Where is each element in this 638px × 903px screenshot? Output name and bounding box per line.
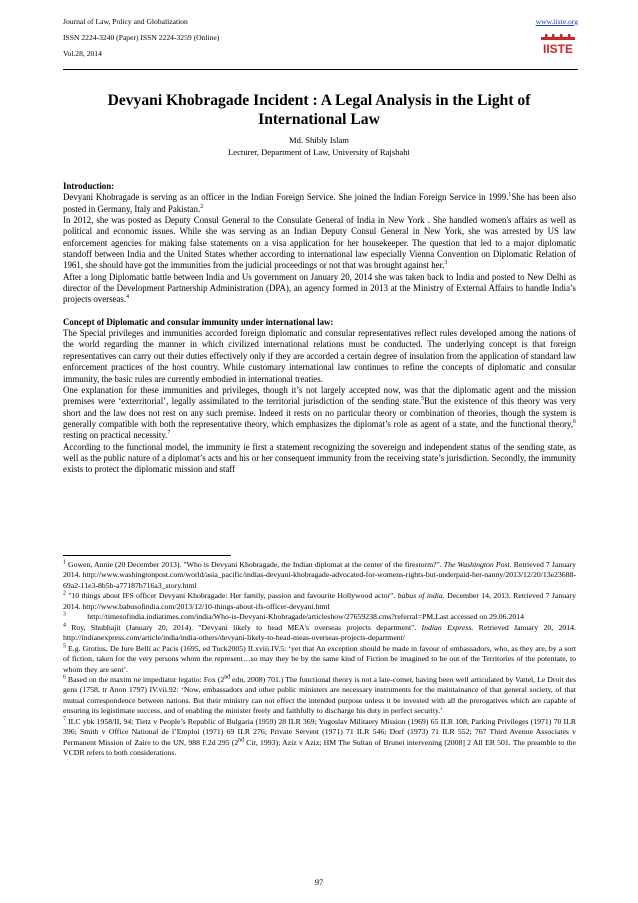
- footnotes: [63, 560, 576, 759]
- paragraph: In 2012, she was posted as Deputy Consul General to the Consulate General of India in New York . She handled women's affairs as well as political and economic issues. While she was serving as an Indian Deputy Consul General in New York, she was arrested by US law enforcement agencies for making false statements on a visa application for her housekeeper. The question that led to a major diplomatic standoff between India and the United States whether according to international law especially Vienna Convention on Diplomatic Relation of 1961, she should have got the immunities from the judicial proceedings or not that was brought against her.$^3$: [63, 215, 576, 271]
- journal-website-link[interactable]: www.iiste.org: [535, 17, 578, 26]
- footnote-ref: 4: [126, 294, 129, 301]
- author-affiliation: Lecturer, Department of Law, University of Rajshahi: [228, 147, 410, 157]
- paragraph: Devyani Khobragade is serving as an officer in the Indian Foreign Service. She joined the Indian Foreign Service in 1999.$^1$She has been also posted in Germany, Italy and Pakistan.$^2$: [63, 192, 577, 214]
- footnote: $^3$ http://timesofindia.indiatimes.com/india/Who-is-Devyani-Khobragade/articleshow/27659238.cms?referral=PM,Last accessed on 29.06.2014: [63, 611, 524, 622]
- paper-title: Devyani Khobragade Incident : A Legal Analysis in the Light of International Law: [107, 92, 531, 128]
- author-name: Md. Shibly Islam: [289, 135, 349, 145]
- footnote-ref: 7: [167, 430, 171, 437]
- author-block: [63, 134, 575, 158]
- footnote-ref: 5: [421, 396, 424, 403]
- footnote: $^6$ Based on the maxim ne impediatur legatio: Fox (2nd edn, 2008) 701.) The functional theory is not a late-comer, having been well articulated by Vattel, Le Droit des gens (1758, tr Anon 1797) IV.vii.92: ‘Now, embassadors and other public ministers are necessary instruments for the maintainance of that general society, of that mutual correspondence between nations. But their ministry can not effect the intended purpose unless it be invested with all the prerogatives which are capable of ensuring its legistimate success, and of enabling the minister freely and faithfully to discharge his duty in perfect security.’: [63, 674, 576, 716]
- paragraph: One explanation for these immunities and privileges, though it’s not largely accepted now, was that the diplomatic agent and the mission premises were ‘exterritorial’, legally assimilated to the territorial jurisdiction of the sending state.$^5$But the existence of this theory was very short and the law does not rest on any such premise. Indeed it rests on no particular theory or combination of theories, though the system is generally compatible with both the representative theory, which emphasizes the diplomat’s role as agent of a state, and the functional theory,$^6$ resting on practical necessity.$^7$: [63, 384, 576, 441]
- issn-line: ISSN 2224-3240 (Paper) ISSN 2224-3259 (Online): [63, 33, 220, 42]
- footnote-ref: 6: [573, 418, 576, 425]
- header-divider: [63, 69, 578, 70]
- section-heading-concept: Concept of Diplomatic and consular immunity under international law:: [63, 316, 334, 327]
- footnote-divider: [63, 555, 231, 556]
- footnote: $^4$ Roy, Shubhajit (January 20, 2014). "Devyani likely to head MEA's overseas projects department". Indian Express. Retrieved January 20, 2014. http://indianexpress.com/article/india/india-others/devyani-likely-to-head-meas-overseas-projects-department/: [63, 622, 576, 643]
- footnote-ref: 2: [200, 203, 204, 210]
- paragraph: According to the functional model, the immunity ie first a statement recognizing the sovereign and independent status of the sending state, as well as the public nature of a diplomat’s acts and his or her consequent immunity from the receiving state’s jurisdiction. Secondly, the immunity exists to protect the diplomatic mission and staff: [63, 441, 576, 475]
- section-heading-introduction: Introduction:: [63, 181, 115, 191]
- footnote: $^1$ Gowen, Annie (20 December 2013). "Who is Devyani Khobragade, the Indian diplomat at the center of the firestorm?". The Washington Post. Retrieved 7 January 2014. http://www.washingtonpost.com/world/asia_pacific/indias-devyani-khobragade-advocated-for-womens-rights-but-underpaid-her-nanny/2013/12/20/13e23688-69a2-11e3-8b5b-a77187b716a3_story.html: [63, 559, 576, 590]
- iiste-logo: [538, 34, 578, 55]
- footnote-ref: 3: [444, 260, 448, 267]
- logo-text: IISTE: [542, 42, 574, 55]
- journal-name: Journal of Law, Policy and Globalization: [63, 17, 188, 26]
- footnote: $^5$ E.g. Grotius, De Iure Belli ac Pacis (1695, ed Tuck2005) II.xviii.IV.5: ‘yet that An exception should be made in favour of embassadors, who, as they are, by a sort of fiction, taken for the very persons whom the represent…so may they be by the same kind of Fiction be imagined to be out of the Territories of the potentate, to whom they are sent’.: [63, 643, 576, 674]
- paragraph: The Special privileges and immunities accorded foreign diplomatic and consular representatives reflect rules developed among the nations of the world regarding the manner in which civilized international relations must be conducted. The underlying concept is that foreign representatives can carry out their duties effectively only if they are accorded a certain degree of insulation from the application of standard law enforcement practices of the host country. While customary international law continues to refine the concepts of diplomatic and consular immunity, the basic rules are currently embodied in international treaties.: [63, 328, 576, 384]
- footnote-ref: 1: [508, 192, 512, 199]
- footnote: $^2$ "10 things about IFS officer Devyani Khobragade: Her family, passion and favourite Hollywood actor". babus of india. December 14, 2013. Retrieved 7 January 2014. http://www.babusofindia.com/2013/12/10-things-about-ifs-officer-devyani.html: [63, 590, 576, 611]
- volume-line: Vol.28, 2014: [63, 49, 102, 58]
- paragraph: After a long Diplomatic battle between India and Us government on January 20, 2014 she was taken back to India and posted to New Delhi as director of the Development Partnership Administration (DPA), an agency formed in 2013 at the Ministry of External Affairs to handle India’s projects overseas.$^4$: [63, 271, 576, 305]
- page-number: 97: [314, 877, 324, 887]
- footnote: $^7$ ILC ybk 1958/II, 94; Tietz v People’s Republic of Bulgaria (1959) 28 ILR 369; Yugoslav Militaery Mission (1969) 65 ILR 108; Parking Privileges (1971) 70 ILR 396; Smith v Office National de l’Emploi (1971) 69 ILR 276; Private Servent (1971) 71 ILR 546; Dorf (1973) 71 ILR 552; 767 Third Avenue Associates v Permanent Mission of Zaire to the UN, 988 F.2d 295 (2nd Cir, 1993); Aziz v Aziz; HM The Sultan of Brunei intervening [2008] 2 All ER 501. The preamble to the VCDR refers to both considerations.: [63, 716, 576, 758]
- main-text: [63, 181, 576, 476]
